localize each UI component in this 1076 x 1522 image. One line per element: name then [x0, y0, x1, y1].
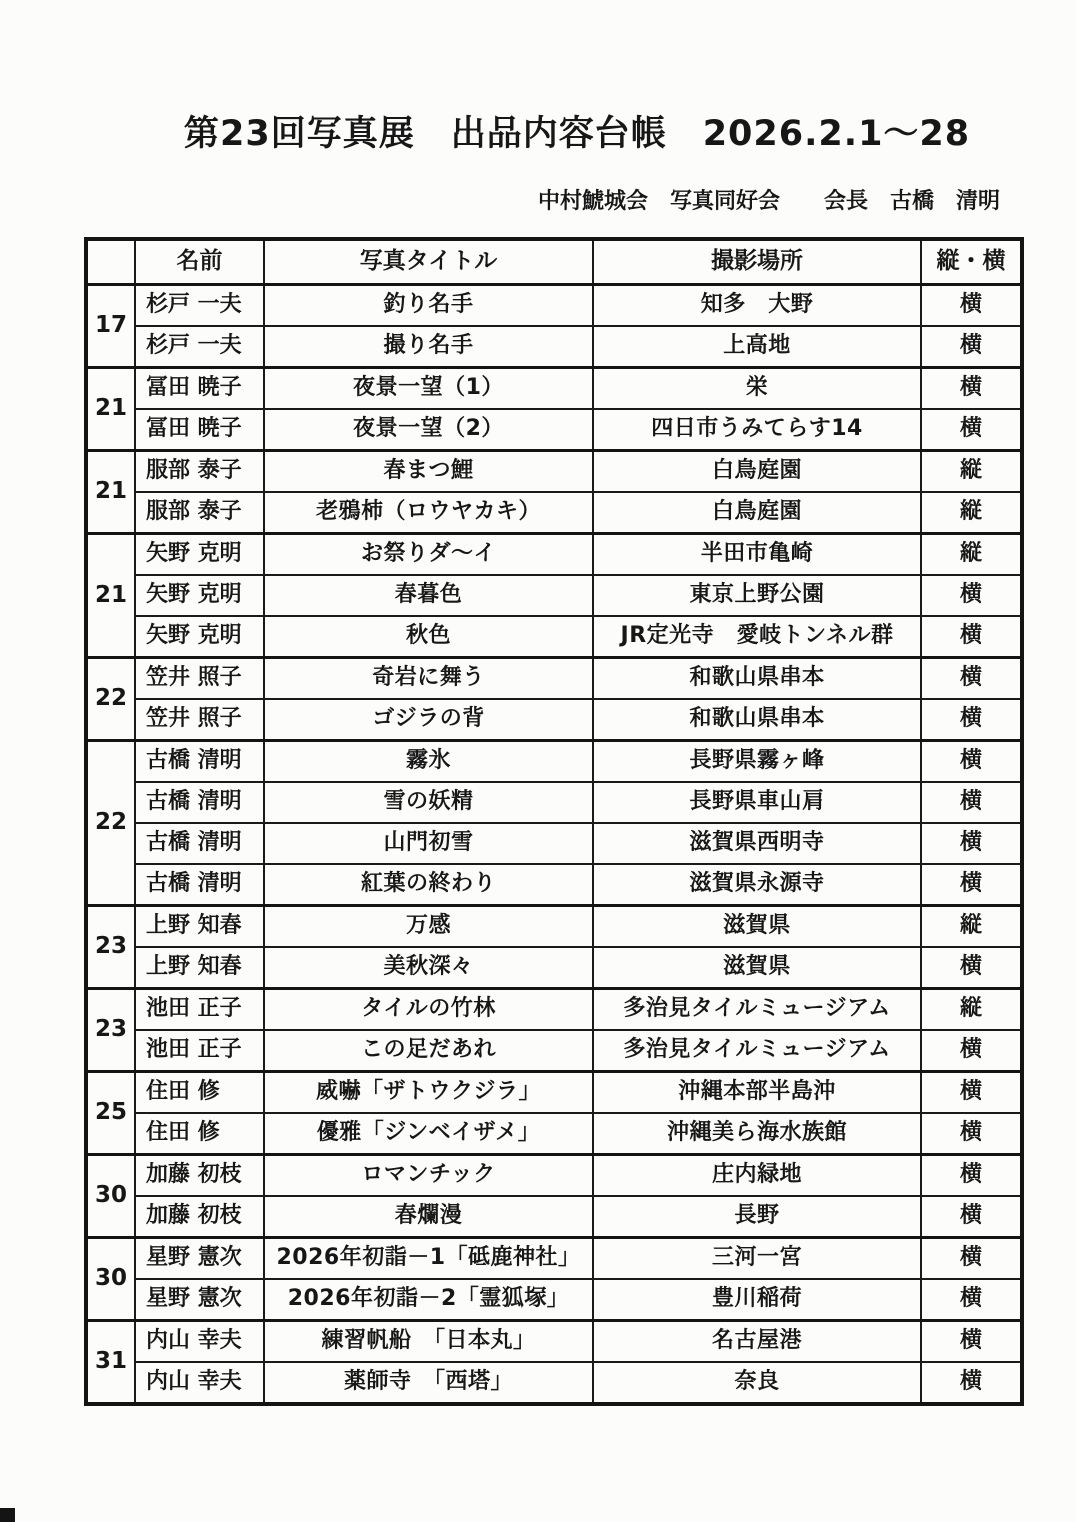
photo-title: お祭りダ～イ	[264, 534, 593, 576]
orientation-value: 横	[921, 699, 1022, 741]
orientation-value: 縦	[921, 492, 1022, 534]
shoot-location: 長野県車山肩	[593, 782, 921, 823]
photo-title: 万感	[264, 906, 593, 948]
entrant-name: 加藤 初枝	[135, 1155, 264, 1197]
shoot-location: 栄	[593, 368, 921, 410]
entrant-name: 笠井 照子	[135, 699, 264, 741]
table-row	[86, 1238, 1022, 1280]
entry-number: 25	[86, 1072, 135, 1155]
orientation-value: 横	[921, 1030, 1022, 1072]
entrant-name: 内山 幸夫	[135, 1321, 264, 1363]
photo-title: 夜景一望（2）	[264, 409, 593, 451]
photo-title: 春まつ鯉	[264, 451, 593, 493]
orientation-value: 横	[921, 782, 1022, 823]
entrant-name: 古橋 清明	[135, 741, 264, 783]
shoot-location: 三河一宮	[593, 1238, 921, 1280]
table-row	[86, 658, 1022, 700]
entrant-name: 杉戸 一夫	[135, 326, 264, 368]
entrant-name: 上野 知春	[135, 906, 264, 948]
entrant-name: 服部 泰子	[135, 451, 264, 493]
orientation-value: 横	[921, 1113, 1022, 1155]
entrant-name: 上野 知春	[135, 947, 264, 989]
table-row	[86, 616, 1022, 658]
header-photo-title: 写真タイトル	[264, 239, 593, 285]
table-row	[86, 864, 1022, 906]
orientation-value: 縦	[921, 451, 1022, 493]
photo-title: 雪の妖精	[264, 782, 593, 823]
orientation-value: 横	[921, 326, 1022, 368]
table-row	[86, 1279, 1022, 1321]
shoot-location: 半田市亀崎	[593, 534, 921, 576]
table-row	[86, 451, 1022, 493]
photo-title: 釣り名手	[264, 285, 593, 327]
orientation-value: 横	[921, 823, 1022, 864]
table-row	[86, 1072, 1022, 1114]
photo-title: 2026年初詣－2「霊狐塚」	[264, 1279, 593, 1321]
photo-title: 霧氷	[264, 741, 593, 783]
entrant-name: 池田 正子	[135, 1030, 264, 1072]
orientation-value: 縦	[921, 906, 1022, 948]
table-row	[86, 326, 1022, 368]
photo-title: 紅葉の終わり	[264, 864, 593, 906]
photo-title: 春爛漫	[264, 1196, 593, 1238]
orientation-value: 横	[921, 1321, 1022, 1363]
orientation-value: 横	[921, 864, 1022, 906]
entrant-name: 杉戸 一夫	[135, 285, 264, 327]
table-row	[86, 409, 1022, 451]
shoot-location: 長野県霧ヶ峰	[593, 741, 921, 783]
table-row	[86, 1321, 1022, 1363]
entry-number: 21	[86, 451, 135, 534]
entry-number: 23	[86, 906, 135, 989]
photo-title: 2026年初詣－1「砥鹿神社」	[264, 1238, 593, 1280]
table-row	[86, 823, 1022, 864]
shoot-location: 滋賀県	[593, 906, 921, 948]
table-row	[86, 368, 1022, 410]
photo-title: この足だあれ	[264, 1030, 593, 1072]
document-title: 第23回写真展 出品内容台帳 2026.2.1～28	[184, 114, 971, 154]
shoot-location: 和歌山県串本	[593, 699, 921, 741]
scan-artifact-mark	[0, 1508, 15, 1522]
entrant-name: 服部 泰子	[135, 492, 264, 534]
table-header-row	[86, 239, 1022, 285]
photo-title: タイルの竹林	[264, 989, 593, 1031]
shoot-location: 和歌山県串本	[593, 658, 921, 700]
photo-title: 奇岩に舞う	[264, 658, 593, 700]
table-row	[86, 741, 1022, 783]
photo-title: 夜景一望（1）	[264, 368, 593, 410]
orientation-value: 横	[921, 1238, 1022, 1280]
photo-title: ゴジラの背	[264, 699, 593, 741]
shoot-location: 白鳥庭園	[593, 492, 921, 534]
table-row	[86, 534, 1022, 576]
entry-number: 17	[86, 285, 135, 368]
entry-number: 22	[86, 741, 135, 906]
shoot-location: 滋賀県西明寺	[593, 823, 921, 864]
orientation-value: 横	[921, 409, 1022, 451]
shoot-location: 沖縄本部半島沖	[593, 1072, 921, 1114]
entrant-name: 笠井 照子	[135, 658, 264, 700]
orientation-value: 横	[921, 616, 1022, 658]
orientation-value: 縦	[921, 534, 1022, 576]
photo-title: 練習帆船 「日本丸」	[264, 1321, 593, 1363]
shoot-location: 庄内緑地	[593, 1155, 921, 1197]
orientation-value: 横	[921, 1279, 1022, 1321]
orientation-value: 横	[921, 741, 1022, 783]
entry-number: 30	[86, 1155, 135, 1238]
exhibition-entry-table	[84, 237, 1024, 1406]
header-name: 名前	[135, 239, 264, 285]
entrant-name: 住田 修	[135, 1072, 264, 1114]
entrant-name: 加藤 初枝	[135, 1196, 264, 1238]
photo-title: 山門初雪	[264, 823, 593, 864]
shoot-location: 多治見タイルミュージアム	[593, 989, 921, 1031]
photo-title: 薬師寺 「西塔」	[264, 1362, 593, 1404]
shoot-location: 上高地	[593, 326, 921, 368]
entry-number: 21	[86, 534, 135, 658]
entry-number: 30	[86, 1238, 135, 1321]
photo-title: 優雅「ジンベイザメ」	[264, 1113, 593, 1155]
entrant-name: 星野 憲次	[135, 1279, 264, 1321]
orientation-value: 横	[921, 1155, 1022, 1197]
shoot-location: 滋賀県永源寺	[593, 864, 921, 906]
orientation-value: 横	[921, 658, 1022, 700]
photo-title: 春暮色	[264, 575, 593, 616]
orientation-value: 横	[921, 947, 1022, 989]
shoot-location: 豊川稲荷	[593, 1279, 921, 1321]
table-row	[86, 1113, 1022, 1155]
table-row	[86, 1155, 1022, 1197]
entrant-name: 矢野 克明	[135, 616, 264, 658]
entrant-name: 冨田 暁子	[135, 368, 264, 410]
photo-title: ロマンチック	[264, 1155, 593, 1197]
photo-title: 美秋深々	[264, 947, 593, 989]
orientation-value: 横	[921, 1072, 1022, 1114]
table-row	[86, 947, 1022, 989]
shoot-location: 奈良	[593, 1362, 921, 1404]
shoot-location: 長野	[593, 1196, 921, 1238]
entrant-name: 池田 正子	[135, 989, 264, 1031]
shoot-location: 沖縄美ら海水族館	[593, 1113, 921, 1155]
entry-number: 31	[86, 1321, 135, 1405]
photo-title: 威嚇「ザトウクジラ」	[264, 1072, 593, 1114]
shoot-location: 多治見タイルミュージアム	[593, 1030, 921, 1072]
shoot-location: 東京上野公園	[593, 575, 921, 616]
entrant-name: 住田 修	[135, 1113, 264, 1155]
table-row	[86, 575, 1022, 616]
entrant-name: 矢野 克明	[135, 575, 264, 616]
orientation-value: 横	[921, 285, 1022, 327]
entrant-name: 古橋 清明	[135, 782, 264, 823]
table-row	[86, 699, 1022, 741]
header-index	[86, 239, 135, 285]
entry-number: 22	[86, 658, 135, 741]
table-row	[86, 1030, 1022, 1072]
header-orientation: 縦・横	[921, 239, 1022, 285]
orientation-value: 縦	[921, 989, 1022, 1031]
shoot-location: 四日市うみてらす14	[593, 409, 921, 451]
entrant-name: 古橋 清明	[135, 823, 264, 864]
orientation-value: 横	[921, 368, 1022, 410]
orientation-value: 横	[921, 575, 1022, 616]
photo-title: 撮り名手	[264, 326, 593, 368]
entrant-name: 矢野 克明	[135, 534, 264, 576]
shoot-location: JR定光寺 愛岐トンネル群	[593, 616, 921, 658]
orientation-value: 横	[921, 1196, 1022, 1238]
table-row	[86, 1362, 1022, 1404]
table-row	[86, 782, 1022, 823]
entrant-name: 内山 幸夫	[135, 1362, 264, 1404]
document-subtitle: 中村鯱城会 写真同好会 会長 古橋 清明	[538, 189, 1001, 214]
entrant-name: 星野 憲次	[135, 1238, 264, 1280]
entrant-name: 冨田 暁子	[135, 409, 264, 451]
table-row	[86, 1196, 1022, 1238]
shoot-location: 名古屋港	[593, 1321, 921, 1363]
entry-number: 23	[86, 989, 135, 1072]
photo-title: 老鴉柿（ロウヤカキ）	[264, 492, 593, 534]
header-location: 撮影場所	[593, 239, 921, 285]
entry-number: 21	[86, 368, 135, 451]
table-row	[86, 906, 1022, 948]
photo-title: 秋色	[264, 616, 593, 658]
shoot-location: 知多 大野	[593, 285, 921, 327]
table-row	[86, 989, 1022, 1031]
shoot-location: 滋賀県	[593, 947, 921, 989]
shoot-location: 白鳥庭園	[593, 451, 921, 493]
table-row	[86, 285, 1022, 327]
table-row	[86, 492, 1022, 534]
orientation-value: 横	[921, 1362, 1022, 1404]
entrant-name: 古橋 清明	[135, 864, 264, 906]
